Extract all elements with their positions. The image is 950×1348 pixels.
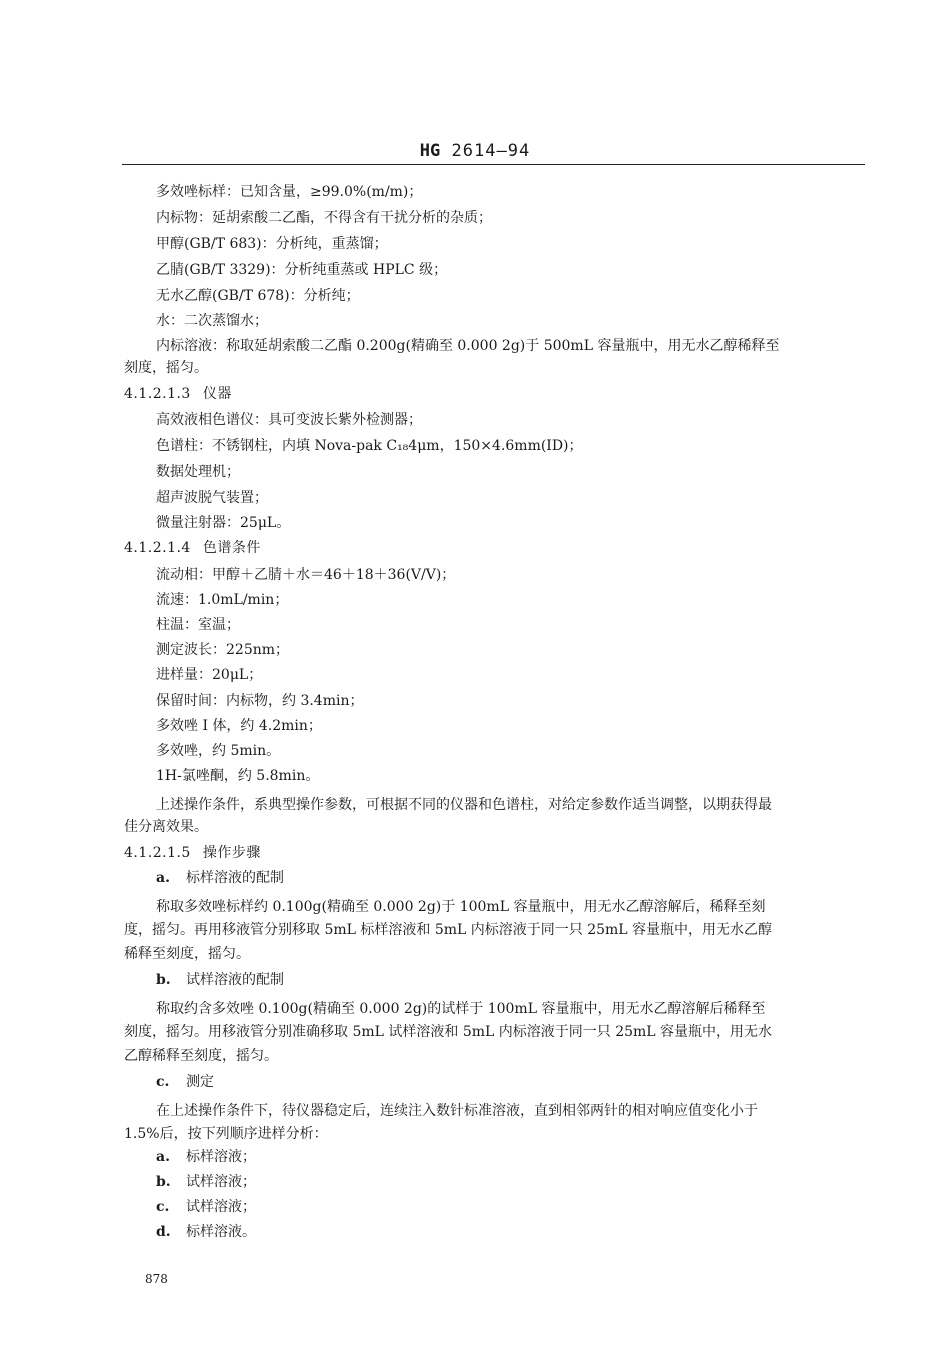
section-number: 4.1.2.1.3 xyxy=(124,386,191,402)
order-label: c. xyxy=(156,1199,170,1215)
section-heading xyxy=(124,843,261,863)
order-text: 试样溶液； xyxy=(186,1199,256,1215)
standard-number: 2614—94 xyxy=(451,141,531,161)
standard-code: HG xyxy=(419,141,441,161)
header-rule xyxy=(122,164,865,165)
text-line: 刻度，摇匀。用移液管分别准确移取 5mL 试样溶液和 5mL 内标溶液于同一只 25mL 容量瓶中，用无水 xyxy=(124,1024,773,1040)
sub-title: 测定 xyxy=(186,1074,214,1090)
text-line: 佳分离效果。 xyxy=(124,819,208,835)
text-line: 乙醇稀释至刻度，摇匀。 xyxy=(124,1048,278,1064)
order-item xyxy=(156,1172,256,1192)
text-line: 流动相：甲醇＋乙腈＋水＝46＋18＋36(V/V)； xyxy=(156,567,456,583)
text-line: 1H-氯唑酮，约 5.8min。 xyxy=(156,768,320,784)
page-number: 878 xyxy=(145,1272,168,1286)
section-heading xyxy=(124,384,232,404)
text-line: 1.5%后，按下列顺序进样分析： xyxy=(124,1126,328,1142)
section-heading xyxy=(124,538,261,558)
text-line: 甲醇(GB/T 683)：分析纯，重蒸馏； xyxy=(156,236,388,252)
text-line: 多效唑，约 5min。 xyxy=(156,743,281,759)
order-text: 标样溶液； xyxy=(186,1149,256,1165)
text-line: 色谱柱：不锈钢柱，内填 Nova-pak C₁₈4μm，150×4.6mm(ID)； xyxy=(156,438,583,454)
text-line: 柱温：室温； xyxy=(156,617,240,633)
text-line: 刻度，摇匀。 xyxy=(124,360,208,376)
text-line: 称取多效唑标样约 0.100g(精确至 0.000 2g)于 100mL 容量瓶中，用无水乙醇溶解后，稀释至刻 xyxy=(156,899,766,915)
order-label: a. xyxy=(156,1149,170,1165)
order-label: b. xyxy=(156,1174,171,1190)
order-item xyxy=(156,1197,256,1217)
text-line: 稀释至刻度，摇匀。 xyxy=(124,946,250,962)
text-line: 超声波脱气装置； xyxy=(156,490,268,506)
order-text: 试样溶液； xyxy=(186,1174,256,1190)
sub-title: 试样溶液的配制 xyxy=(186,972,284,988)
text-line: 在上述操作条件下，待仪器稳定后，连续注入数针标准溶液，直到相邻两针的相对响应值变化小于 xyxy=(156,1103,758,1119)
text-line: 数据处理机； xyxy=(156,464,240,480)
text-line: 多效唑标样：已知含量，≥99.0%(m/m)； xyxy=(156,184,423,200)
text-line: 保留时间：内标物，约 3.4min； xyxy=(156,693,364,709)
text-line: 微量注射器：25μL。 xyxy=(156,515,291,531)
sub-label: a. xyxy=(156,870,170,886)
order-label: d. xyxy=(156,1224,171,1240)
text-line: 称取约含多效唑 0.100g(精确至 0.000 2g)的试样于 100mL 容量瓶中，用无水乙醇溶解后稀释至 xyxy=(156,1001,766,1017)
text-line: 内标物：延胡索酸二乙酯，不得含有干扰分析的杂质； xyxy=(156,210,492,226)
order-item xyxy=(156,1147,256,1167)
text-line: 无水乙醇(GB/T 678)：分析纯； xyxy=(156,288,360,304)
sub-label: b. xyxy=(156,972,171,988)
sub-title: 标样溶液的配制 xyxy=(186,870,284,886)
text-line: 乙腈(GB/T 3329)：分析纯重蒸或 HPLC 级； xyxy=(156,262,448,278)
text-line: 上述操作条件，系典型操作参数，可根据不同的仪器和色谱柱，对给定参数作适当调整，以期获得最 xyxy=(156,797,772,813)
section-number: 4.1.2.1.5 xyxy=(124,845,191,861)
order-item xyxy=(156,1222,256,1242)
sub-heading xyxy=(156,970,284,990)
section-title: 仪器 xyxy=(202,386,232,402)
text-line: 测定波长：225nm； xyxy=(156,642,290,658)
text-line: 流速：1.0mL/min； xyxy=(156,592,289,608)
text-line: 多效唑 Ⅰ 体，约 4.2min； xyxy=(156,718,322,734)
text-line: 高效液相色谱仪：具可变波长紫外检测器； xyxy=(156,412,422,428)
text-line: 进样量：20μL； xyxy=(156,667,263,683)
sub-heading xyxy=(156,1072,214,1092)
text-line: 内标溶液：称取延胡索酸二乙酯 0.200g(精确至 0.000 2g)于 500mL 容量瓶中，用无水乙醇稀释至 xyxy=(156,338,780,354)
order-text: 标样溶液。 xyxy=(186,1224,256,1240)
text-line: 度，摇匀。再用移液管分别移取 5mL 标样溶液和 5mL 内标溶液于同一只 25mL 容量瓶中，用无水乙醇 xyxy=(124,922,773,938)
sub-heading xyxy=(156,868,284,888)
section-number: 4.1.2.1.4 xyxy=(124,540,191,556)
section-title: 操作步骤 xyxy=(202,845,261,861)
page-header xyxy=(0,141,950,161)
text-line: 水：二次蒸馏水； xyxy=(156,313,268,329)
sub-label: c. xyxy=(156,1074,170,1090)
section-title: 色谱条件 xyxy=(202,540,261,556)
